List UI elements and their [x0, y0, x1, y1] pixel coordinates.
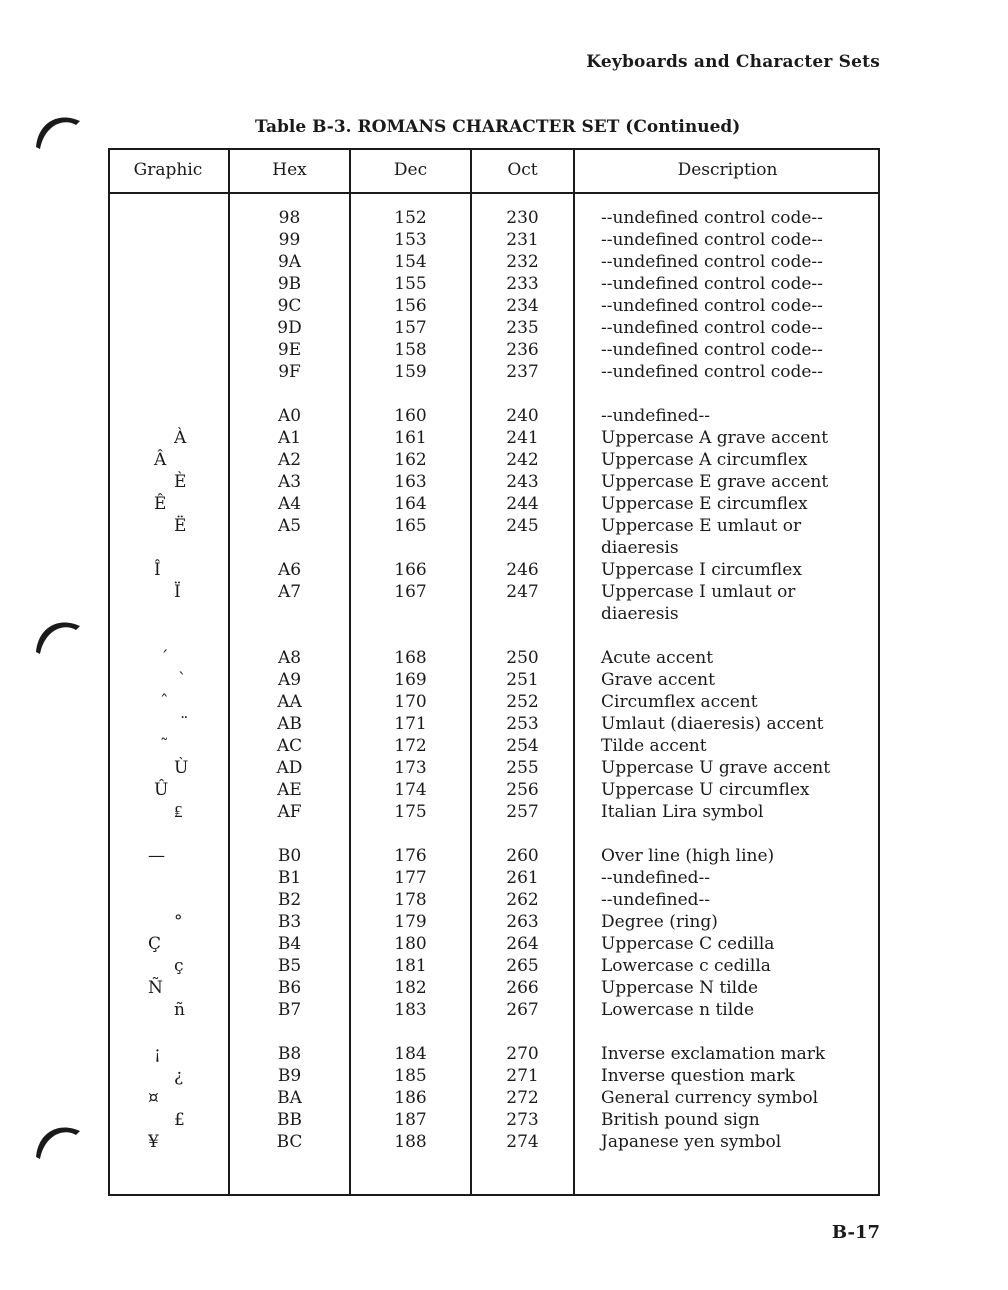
description-cell-continued: diaeresis — [601, 538, 679, 558]
dec-cell: 162 — [394, 450, 427, 470]
graphic-glyph: Î — [154, 560, 161, 580]
dec-cell: 160 — [394, 406, 427, 426]
description-cell: Degree (ring) — [601, 912, 718, 932]
description-cell: Uppercase U grave accent — [601, 758, 831, 778]
hex-cell: 9F — [278, 362, 301, 382]
hex-cell: B9 — [277, 1066, 302, 1086]
description-cell: Uppercase A grave accent — [601, 428, 829, 448]
graphic-glyph: ˜ — [160, 736, 169, 756]
graphic-glyph: ¥ — [148, 1132, 159, 1152]
description-cell: --undefined-- — [601, 406, 711, 426]
dec-cell: 157 — [394, 318, 427, 338]
graphic-glyph: ` — [178, 670, 187, 690]
hex-cell: A3 — [277, 472, 302, 492]
column-header-dec: Dec — [393, 160, 428, 180]
dec-cell: 154 — [394, 252, 427, 272]
graphic-glyph: Ï — [174, 582, 181, 602]
hex-cell: 9C — [277, 296, 302, 316]
graphic-glyph: Â — [154, 450, 167, 470]
description-cell: --undefined control code-- — [601, 318, 823, 338]
graphic-glyph: Ù — [174, 758, 189, 778]
graphic-glyph: Ê — [154, 494, 167, 514]
dec-cell: 167 — [394, 582, 427, 602]
graphic-glyph: ° — [174, 912, 183, 932]
oct-cell: 262 — [506, 890, 539, 910]
dec-cell: 156 — [394, 296, 427, 316]
hex-cell: 99 — [278, 230, 301, 250]
dec-cell: 176 — [394, 846, 427, 866]
hex-cell: B0 — [277, 846, 302, 866]
column-header-oct: Oct — [507, 160, 538, 180]
oct-cell: 242 — [506, 450, 539, 470]
description-cell: Over line (high line) — [601, 846, 775, 866]
graphic-glyph: ´ — [160, 648, 169, 668]
hex-cell: A8 — [277, 648, 302, 668]
hex-cell: BB — [277, 1110, 302, 1130]
hex-cell: A4 — [277, 494, 302, 514]
description-cell: Uppercase E grave accent — [601, 472, 829, 492]
hex-cell: 98 — [278, 208, 301, 228]
running-head: Keyboards and Character Sets — [586, 52, 880, 72]
dec-cell: 174 — [394, 780, 427, 800]
description-cell: Uppercase C cedilla — [601, 934, 775, 954]
description-cell: Tilde accent — [601, 736, 707, 756]
description-cell: British pound sign — [601, 1110, 760, 1130]
description-cell: Uppercase E umlaut or — [601, 516, 802, 536]
description-cell: Uppercase U circumflex — [601, 780, 810, 800]
dec-cell: 161 — [394, 428, 427, 448]
hex-cell: 9B — [277, 274, 302, 294]
hex-cell: B7 — [277, 1000, 302, 1020]
oct-cell: 261 — [506, 868, 539, 888]
graphic-glyph: È — [174, 472, 187, 492]
oct-cell: 233 — [506, 274, 539, 294]
graphic-glyph: £ — [174, 1110, 185, 1130]
character-set-table — [108, 148, 880, 1196]
oct-cell: 271 — [506, 1066, 539, 1086]
graphic-glyph: ç — [174, 956, 184, 976]
oct-cell: 264 — [506, 934, 539, 954]
hex-cell: AD — [276, 758, 303, 778]
punch-hole-mark — [28, 105, 84, 155]
description-cell: --undefined control code-- — [601, 274, 823, 294]
description-cell: --undefined control code-- — [601, 230, 823, 250]
description-cell: Inverse exclamation mark — [601, 1044, 826, 1064]
oct-cell: 231 — [506, 230, 539, 250]
column-header-description: Description — [677, 160, 778, 180]
description-cell: Lowercase n tilde — [601, 1000, 755, 1020]
hex-cell: AF — [277, 802, 302, 822]
oct-cell: 234 — [506, 296, 539, 316]
column-divider — [573, 148, 575, 1196]
oct-cell: 256 — [506, 780, 539, 800]
hex-cell: 9A — [277, 252, 302, 272]
oct-cell: 252 — [506, 692, 539, 712]
table-title: Table B-3. ROMANS CHARACTER SET (Continued) — [255, 117, 741, 137]
oct-cell: 243 — [506, 472, 539, 492]
dec-cell: 185 — [394, 1066, 427, 1086]
dec-cell: 188 — [394, 1132, 427, 1152]
dec-cell: 164 — [394, 494, 427, 514]
hex-cell: AC — [276, 736, 303, 756]
description-cell: Uppercase I circumflex — [601, 560, 802, 580]
description-cell: --undefined control code-- — [601, 252, 823, 272]
hex-cell: A0 — [277, 406, 302, 426]
oct-cell: 230 — [506, 208, 539, 228]
dec-cell: 168 — [394, 648, 427, 668]
dec-cell: 165 — [394, 516, 427, 536]
oct-cell: 263 — [506, 912, 539, 932]
oct-cell: 232 — [506, 252, 539, 272]
hex-cell: BA — [277, 1088, 302, 1108]
hex-cell: B6 — [277, 978, 302, 998]
oct-cell: 260 — [506, 846, 539, 866]
hex-cell: 9D — [277, 318, 302, 338]
column-header-graphic: Graphic — [133, 160, 203, 180]
dec-cell: 170 — [394, 692, 427, 712]
description-cell: Inverse question mark — [601, 1066, 795, 1086]
dec-cell: 184 — [394, 1044, 427, 1064]
hex-cell: A7 — [277, 582, 302, 602]
graphic-glyph: ñ — [174, 1000, 185, 1020]
description-cell: Uppercase N tilde — [601, 978, 759, 998]
dec-cell: 183 — [394, 1000, 427, 1020]
hex-cell: A9 — [277, 670, 302, 690]
header-divider — [108, 192, 880, 194]
oct-cell: 255 — [506, 758, 539, 778]
oct-cell: 244 — [506, 494, 539, 514]
hex-cell: A1 — [277, 428, 302, 448]
dec-cell: 180 — [394, 934, 427, 954]
description-cell: Umlaut (diaeresis) accent — [601, 714, 824, 734]
graphic-glyph: ¡ — [154, 1044, 161, 1064]
dec-cell: 155 — [394, 274, 427, 294]
description-cell: Uppercase I umlaut or — [601, 582, 796, 602]
description-cell: Japanese yen symbol — [601, 1132, 782, 1152]
description-cell: General currency symbol — [601, 1088, 819, 1108]
dec-cell: 186 — [394, 1088, 427, 1108]
graphic-glyph: ¨ — [180, 714, 189, 734]
oct-cell: 236 — [506, 340, 539, 360]
oct-cell: 241 — [506, 428, 539, 448]
hex-cell: B5 — [277, 956, 302, 976]
description-cell-continued: diaeresis — [601, 604, 679, 624]
oct-cell: 265 — [506, 956, 539, 976]
hex-cell: A2 — [277, 450, 302, 470]
hex-cell: B8 — [277, 1044, 302, 1064]
hex-cell: B4 — [277, 934, 302, 954]
hex-cell: AB — [277, 714, 302, 734]
graphic-glyph: ¿ — [174, 1066, 184, 1086]
dec-cell: 172 — [394, 736, 427, 756]
graphic-glyph: Û — [154, 780, 169, 800]
description-cell: --undefined control code-- — [601, 340, 823, 360]
dec-cell: 152 — [394, 208, 427, 228]
description-cell: Uppercase A circumflex — [601, 450, 808, 470]
dec-cell: 181 — [394, 956, 427, 976]
hex-cell: B3 — [277, 912, 302, 932]
description-cell: --undefined control code-- — [601, 208, 823, 228]
dec-cell: 171 — [394, 714, 427, 734]
oct-cell: 247 — [506, 582, 539, 602]
dec-cell: 177 — [394, 868, 427, 888]
graphic-glyph: Ë — [174, 516, 187, 536]
oct-cell: 250 — [506, 648, 539, 668]
dec-cell: 158 — [394, 340, 427, 360]
dec-cell: 187 — [394, 1110, 427, 1130]
oct-cell: 254 — [506, 736, 539, 756]
description-cell: Acute accent — [601, 648, 714, 668]
oct-cell: 272 — [506, 1088, 539, 1108]
oct-cell: 235 — [506, 318, 539, 338]
oct-cell: 266 — [506, 978, 539, 998]
column-header-hex: Hex — [272, 160, 307, 180]
graphic-glyph: — — [148, 846, 165, 866]
dec-cell: 179 — [394, 912, 427, 932]
hex-cell: 9E — [277, 340, 302, 360]
punch-hole-mark — [28, 1115, 84, 1165]
hex-cell: B1 — [277, 868, 302, 888]
oct-cell: 257 — [506, 802, 539, 822]
dec-cell: 163 — [394, 472, 427, 492]
dec-cell: 153 — [394, 230, 427, 250]
dec-cell: 175 — [394, 802, 427, 822]
oct-cell: 240 — [506, 406, 539, 426]
description-cell: Lowercase c cedilla — [601, 956, 771, 976]
hex-cell: B2 — [277, 890, 302, 910]
description-cell: --undefined control code-- — [601, 362, 823, 382]
graphic-glyph: À — [174, 428, 187, 448]
dec-cell: 159 — [394, 362, 427, 382]
oct-cell: 267 — [506, 1000, 539, 1020]
dec-cell: 182 — [394, 978, 427, 998]
hex-cell: A6 — [277, 560, 302, 580]
description-cell: Italian Lira symbol — [601, 802, 764, 822]
description-cell: Circumflex accent — [601, 692, 758, 712]
description-cell: Grave accent — [601, 670, 715, 690]
dec-cell: 166 — [394, 560, 427, 580]
oct-cell: 246 — [506, 560, 539, 580]
oct-cell: 270 — [506, 1044, 539, 1064]
graphic-glyph: ¤ — [148, 1088, 159, 1108]
dec-cell: 173 — [394, 758, 427, 778]
hex-cell: A5 — [277, 516, 302, 536]
graphic-glyph: Ç — [148, 934, 162, 954]
dec-cell: 178 — [394, 890, 427, 910]
hex-cell: BC — [276, 1132, 303, 1152]
graphic-glyph: Ñ — [148, 978, 163, 998]
oct-cell: 251 — [506, 670, 539, 690]
oct-cell: 274 — [506, 1132, 539, 1152]
oct-cell: 237 — [506, 362, 539, 382]
oct-cell: 245 — [506, 516, 539, 536]
dec-cell: 169 — [394, 670, 427, 690]
page-number: B-17 — [831, 1222, 880, 1243]
description-cell: --undefined-- — [601, 890, 711, 910]
graphic-glyph: ˆ — [160, 692, 169, 712]
graphic-glyph: ₤ — [174, 802, 183, 822]
oct-cell: 253 — [506, 714, 539, 734]
punch-hole-mark — [28, 610, 84, 660]
oct-cell: 273 — [506, 1110, 539, 1130]
hex-cell: AA — [277, 692, 302, 712]
description-cell: --undefined control code-- — [601, 296, 823, 316]
hex-cell: AE — [277, 780, 302, 800]
description-cell: --undefined-- — [601, 868, 711, 888]
description-cell: Uppercase E circumflex — [601, 494, 808, 514]
